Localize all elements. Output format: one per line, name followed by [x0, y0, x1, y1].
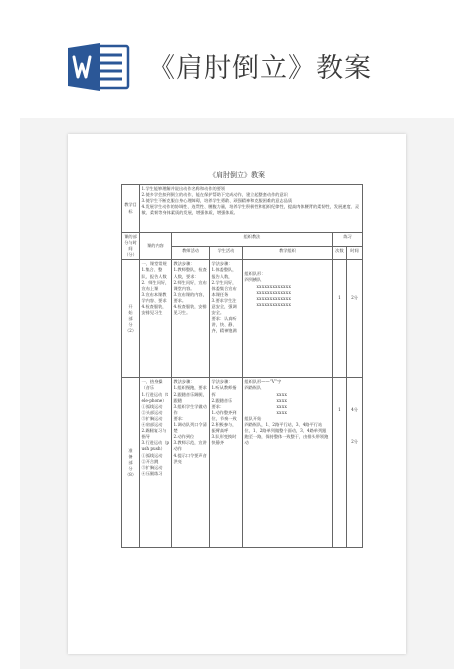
- part-char: 备: [128, 453, 133, 459]
- col-content: 课的内容: [140, 233, 172, 260]
- count-value: 1: [338, 407, 341, 413]
- formation-row: xxxxxxxxxxxxx: [256, 289, 292, 295]
- time-value: 2分: [351, 439, 358, 445]
- header-row: [122, 233, 363, 247]
- part-start: [122, 260, 140, 378]
- student-start: [210, 260, 243, 378]
- content-line: ④肩部运动: [141, 422, 163, 428]
- content-line: 3.宣布本课教学内容、要求: [141, 291, 167, 303]
- student-line: 1.动作整齐到位，节奏一致: [211, 409, 237, 421]
- content-line: ②头部运动: [141, 409, 163, 415]
- student-line: 学法步骤：: [211, 261, 233, 267]
- formation-row: xxxxxxxxxxxxx: [256, 295, 292, 301]
- document-page: [68, 134, 406, 654]
- part-char: 始: [128, 309, 133, 315]
- part-char: （8）: [124, 472, 137, 478]
- teacher-line: 要求：: [173, 415, 187, 421]
- content-line: 3.行进运动（push push）: [141, 440, 170, 452]
- page-title: 《肩肘倒立》教案: [148, 53, 372, 84]
- content-line: ①弧线运动: [141, 403, 163, 409]
- content-line: ④压腿练习: [141, 470, 163, 476]
- student-line: 2.积极参与，振臂高呼: [211, 422, 237, 434]
- word-icon: [66, 42, 132, 92]
- count-value: 1: [338, 295, 341, 301]
- content-line: 2.踢腿复习与指导: [141, 428, 167, 440]
- goal-item: 3.使学生不断克服自身心理障碍，培养学生勇敢、顽强精神和克服困难的意志品质: [141, 198, 293, 204]
- count-warmup: [333, 378, 347, 548]
- org-start: [243, 260, 333, 378]
- formation-row: xxxx: [276, 403, 288, 409]
- goal-item: 2.使多学会扣到倒立的动作，能在保护帮助下完成动作，建立起整套动作的意识: [141, 192, 288, 198]
- time-warmup: [347, 378, 363, 548]
- time-value: 2分: [351, 295, 358, 301]
- formation-row: xxxxxxxxxxxxx: [256, 283, 292, 289]
- formation-row: xxxxxxxxxxxxx: [256, 301, 292, 307]
- teacher-line: 2.跟随音乐踢腿，跟随: [173, 391, 207, 403]
- part-char: 开: [128, 303, 133, 309]
- student-line: 学法步骤：: [211, 379, 233, 385]
- content-start: [140, 260, 172, 378]
- teacher-line: 3.组织学生学做动作: [173, 403, 207, 415]
- teacher-line: 1.组织慢跑，要求: [173, 385, 207, 391]
- teacher-line: 教法步骤：: [173, 261, 195, 267]
- col-time: 时间: [347, 246, 363, 260]
- formation-row: xxxx: [276, 397, 288, 403]
- formation-row: xxxx: [276, 391, 288, 397]
- content-line: 1.行进运动（tele-phone）: [141, 391, 169, 403]
- teacher-line: 3.宣布课的内容，要求。: [173, 291, 207, 303]
- student-line: 2.学生问好，体委集合宣布本课任务: [211, 279, 237, 297]
- section-warmup-row: [122, 378, 363, 548]
- student-line: 2.跟随音乐: [211, 397, 233, 403]
- teacher-warmup: [172, 378, 210, 548]
- section-start-row: [122, 260, 363, 378]
- teacher-line: 4.检查服装，安排见习生。: [173, 304, 207, 316]
- col-count: 次数: [333, 246, 347, 260]
- formation-row: xxxx: [276, 409, 288, 415]
- col-teacher: 教师活动: [172, 246, 210, 260]
- part-char: 部: [128, 315, 133, 321]
- teacher-line: 1.调动队列口令清楚: [173, 422, 207, 434]
- content-warmup: [140, 378, 172, 548]
- col-org-method: 组织教法: [172, 233, 333, 247]
- teacher-line: 3.教师示范，宣讲动作: [173, 440, 207, 452]
- part-char: （2）: [124, 328, 137, 334]
- teacher-line: 教法步骤：: [173, 379, 195, 385]
- lesson-plan-table: [121, 184, 363, 548]
- teacher-line: 2.动作到位: [173, 434, 195, 440]
- part-char: 部: [128, 459, 133, 465]
- goal-item: 4.发展学生动作的协调性、连贯性、腰腹力量，培养学生积极性和组织纪律性，提高肉体腰背的柔韧性，发展速度、灵敏、柔韧等身体素质的发展，增强体质，增强体质。: [141, 204, 360, 216]
- student-line: 1.体委整队，报告人数，: [211, 267, 237, 279]
- content-line: ②开合跳: [141, 458, 159, 464]
- org-line: 组队开始: [244, 415, 262, 421]
- content-line: 2．师生问好，宣布上课: [141, 279, 170, 291]
- teacher-line: 1.教师整队，检查人数，要求：: [173, 267, 207, 279]
- student-line: 3.队形变换时快静齐: [211, 434, 237, 446]
- time-start: [347, 260, 363, 378]
- content-line: ①弧线运动: [141, 452, 163, 458]
- student-line: 1.听从教师指挥: [211, 385, 237, 397]
- teacher-start: [172, 260, 210, 378]
- goals-row: [122, 185, 363, 233]
- org-line: 四路纵队，1、2路平行站，3、4路平行站位，1、2路单列做整个面动，3、4路单列跟跑至一路，保持整体一致整于，由排头带领跑动: [244, 422, 329, 446]
- org-warmup: [243, 378, 333, 548]
- document-title: 《肩肘倒立》教案: [209, 171, 265, 179]
- time-value: 4分: [351, 407, 358, 413]
- content-line: 一、热身操（音乐: [141, 379, 163, 391]
- student-line: 要求：认真听讲，快、静、齐，精神饱满: [211, 316, 237, 334]
- part-warmup: [122, 378, 140, 548]
- student-line: 3.要求学生注意安全，强调安全。: [211, 297, 237, 316]
- goal-item: 1.学生能够理解并说出动作名称和动作的要领: [141, 186, 226, 191]
- part-char: 准: [128, 447, 133, 453]
- student-line: 要求：: [211, 403, 225, 409]
- col-part-time: 课的部分与时间（分）: [122, 233, 140, 260]
- org-line: 组织队形——“V”字: [244, 379, 282, 385]
- part-char: 分: [128, 465, 133, 471]
- col-teaching-org: 教学组织: [243, 246, 333, 260]
- org-line: 四列横队: [244, 277, 262, 283]
- content-line: 一、课堂常规: [141, 261, 167, 267]
- goals-cell: [140, 185, 363, 233]
- col-student: 学生活动: [210, 246, 243, 260]
- goal-label: 教学目标: [122, 185, 140, 233]
- header: [0, 0, 474, 118]
- teacher-line: 2.师生问好，宣布课堂内容。: [173, 279, 207, 291]
- student-warmup: [210, 378, 243, 548]
- content-line: ③扩胸运动: [141, 464, 163, 470]
- content-line: 1.集合、整队、报告人数: [141, 267, 167, 279]
- teacher-line: 4.提示口令要声音洪亮: [173, 452, 207, 464]
- org-line: 四路纵队: [244, 385, 262, 391]
- org-line: 组织队形：: [244, 271, 266, 277]
- content-line: 4.检查服装，安排见习生: [141, 304, 167, 316]
- col-practice: 练习: [333, 233, 363, 247]
- content-line: ③扩胸运动: [141, 415, 163, 421]
- part-char: 分: [128, 321, 133, 327]
- count-start: [333, 260, 347, 378]
